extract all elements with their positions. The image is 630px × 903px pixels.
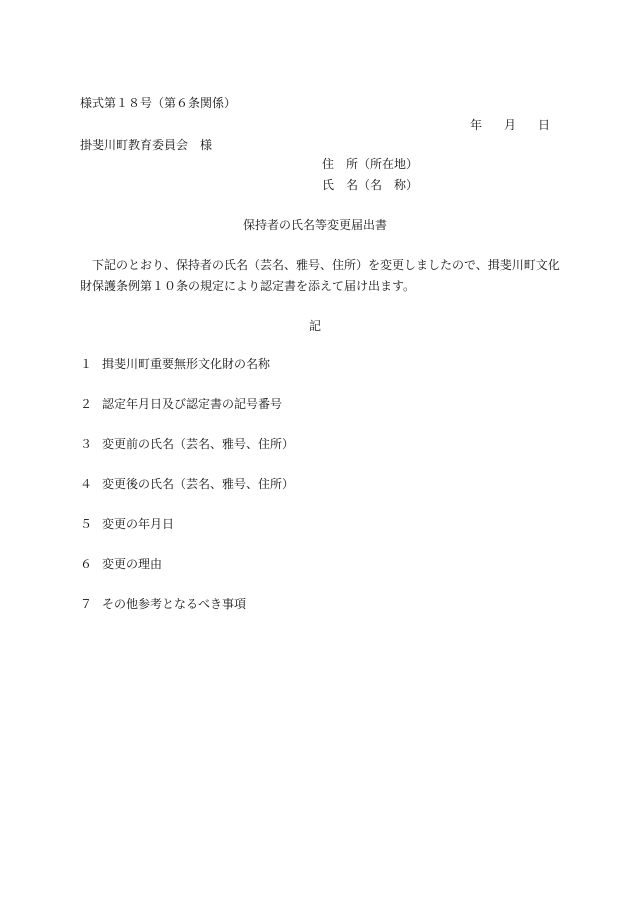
date-year-label: 年 xyxy=(470,118,483,132)
item-number: １ xyxy=(80,357,93,371)
date-day-label: 日 xyxy=(538,118,551,132)
item-text: 変更の理由 xyxy=(102,557,163,571)
body-text-line-1: 下記のとおり、保持者の氏名（芸名、雅号、住所）を変更しましたので、揖斐川町文化 xyxy=(80,258,560,272)
item-text: 変更の年月日 xyxy=(102,517,175,531)
applicant-address-label: 住 所（所在地） xyxy=(322,157,419,171)
item-number: ２ xyxy=(80,397,93,411)
list-item xyxy=(80,518,174,530)
form-number: 様式第１８号（第６条関係） xyxy=(80,96,237,110)
list-item xyxy=(80,478,294,490)
body-text-line-2: 財保護条例第１０条の規定により認定書を添えて届け出ます。 xyxy=(80,279,416,293)
list-item xyxy=(80,438,294,450)
item-text: その他参考となるべき事項 xyxy=(102,597,247,611)
applicant-name-label: 氏 名（名 称） xyxy=(322,178,419,192)
item-text: 認定年月日及び認定書の記号番号 xyxy=(102,397,283,411)
ki-heading: 記 xyxy=(308,319,321,333)
list-item xyxy=(80,558,162,570)
date-month-label: 月 xyxy=(504,118,517,132)
item-text: 揖斐川町重要無形文化財の名称 xyxy=(102,357,271,371)
item-text: 変更前の氏名（芸名、雅号、住所） xyxy=(102,437,295,451)
list-item xyxy=(80,398,282,410)
item-number: ７ xyxy=(80,597,93,611)
item-number: ６ xyxy=(80,557,93,571)
list-item xyxy=(80,358,270,370)
item-number: ５ xyxy=(80,517,93,531)
item-number: ４ xyxy=(80,477,93,491)
list-item xyxy=(80,598,246,610)
item-number: ３ xyxy=(80,437,93,451)
date-line xyxy=(470,119,550,131)
document-title: 保持者の氏名等変更届出書 xyxy=(242,218,387,232)
addressee: 掛斐川町教育委員会 様 xyxy=(80,138,213,152)
item-text: 変更後の氏名（芸名、雅号、住所） xyxy=(102,477,295,491)
